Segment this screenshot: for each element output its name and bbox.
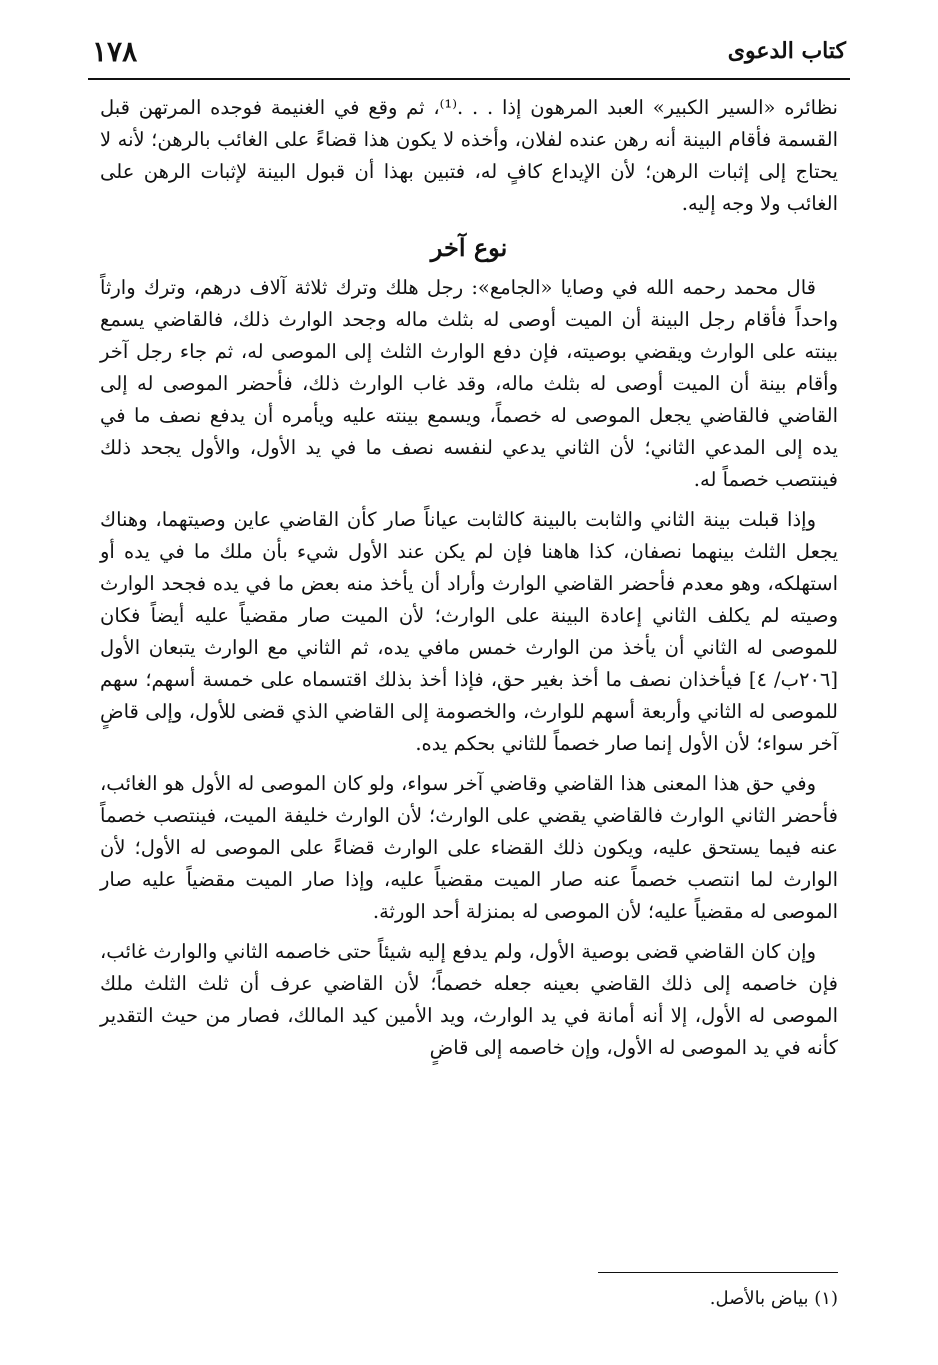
paragraph-1: نظائره «السير الكبير» العبد المرهون إذا . . .⁽¹⁾، ثم وقع في الغنيمة فوجده المرتهن قبل القسمة فأقام البينة أنه رهن عنده لفلان، وأخذه لا يكون هذا قضاءً على الغائب بالرهن؛ لأنه لا يحتاج إلى إثبات الرهن؛ لأن الإيداع كافٍ له، فتبين بهذا أن قبول البينة لإثبات الرهن على الغائب ولا وجه إليه. [100, 96, 838, 215]
book-title: كتاب الدعوى [727, 38, 846, 64]
paragraph-4: وفي حق هذا المعنى هذا القاضي وقاضي آخر سواء، ولو كان الموصى له الأول هو الغائب، فأحضر الثاني الوارث فالقاضي يقضي على الوارث؛ لأن الوارث خليفة الميت، فينتصب خصماً عنه فيما يستحق عليه، ويكون ذلك القضاء على الوارث قضاءً على الموصى له الأول؛ لأن الوارث لما انتصب خصماً عنه صار الميت مقضياً عليه، وإذا صار الميت مقضياً عليه صار الموصى له مقضياً عليه؛ لأن الموصى له بمنزلة أحد الورثة. [100, 772, 838, 923]
paragraph-3: وإذا قبلت بينة الثاني والثابت بالبينة كالثابت عياناً صار كأن القاضي عاين وصيتهما، وهناك يجعل الثلث بينهما نصفان، كذا هاهنا فإن لم يكن عند الأول شيء بأن ملك ما في يده أو استهلكه، وهو معدم فأحضر القاضي الوارث وأراد أن يأخذ منه بعض ما في يده فجحد الوارث وصيته لم يكلف الثاني إعادة البينة على الوارث؛ لأن الميت صار مقضياً عليه أيضاً فكان للموصى له الثاني أن يأخذ من الوارث خمس مافي يده، ثم الثاني مع الوارث يتبعان الأول [٢٠٦ب/ ٤] فيأخذان نصف ما أخذ بغير حق، فإذا أخذ بذلك اقتسماه على خمسة أسهم؛ سهم للموصى له الثاني وأربعة أسهم للوارث، والخصومة إلى القاضي الذي قضى للأول، وإلى قاضٍ آخر سواء؛ لأن الأول إنما صار خصماً للثاني بحكم يده. [100, 508, 838, 755]
header-rule [88, 78, 850, 80]
page-number: ١٧٨ [92, 34, 138, 68]
paragraph-2: قال محمد رحمه الله في وصايا «الجامع»: رجل هلك وترك ثلاثة آلاف درهم، وترك وارثاً واحداً فأقام رجل البينة أن الميت أوصى له بثلث ماله وجحد الوارث ذلك، فالقاضي يسمع بينته على الوارث ويقضي بوصيته، فإن دفع الوارث الثلث إلى الموصى له، ثم جاء رجل آخر وأقام بينة أن الميت أوصى له بثلث ماله، وقد غاب الوارث ذلك، فأحضر الموصى له إلى القاضي فالقاضي يجعل الموصى له خصماً، ويسمع بينته عليه ويأمره أن يدفع نصف ما في يده إلى المدعي الثاني؛ لأن الثاني يدعي لنفسه نصف ما في يد الأول، والأول يجحد ذلك فينتصب خصماً له. [100, 276, 838, 491]
footnote-marker: (١) [814, 1288, 838, 1309]
page-header [92, 30, 846, 72]
footnote-text: بياض بالأصل. [709, 1288, 809, 1309]
footnote [100, 1288, 838, 1309]
footnote-rule [598, 1272, 838, 1273]
page-body [100, 92, 838, 1072]
paragraph-5: وإن كان القاضي قضى بوصية الأول، ولم يدفع إليه شيئاً حتى خاصمه الثاني والوارث غائب، فإن خاصمه إلى ذلك القاضي بعينه جعله خصماً؛ لأن القاضي عرف أن ثلث الثلث ملك الموصى له الأول، إلا أنه أمانة في يد الوارث، ويد الأمين كيد المالك، فصار من حيث التقدير كأنه في يد الموصى له الأول، وإن خاصمه إلى قاضٍ [100, 940, 838, 1059]
section-heading: نوع آخر [430, 233, 508, 262]
